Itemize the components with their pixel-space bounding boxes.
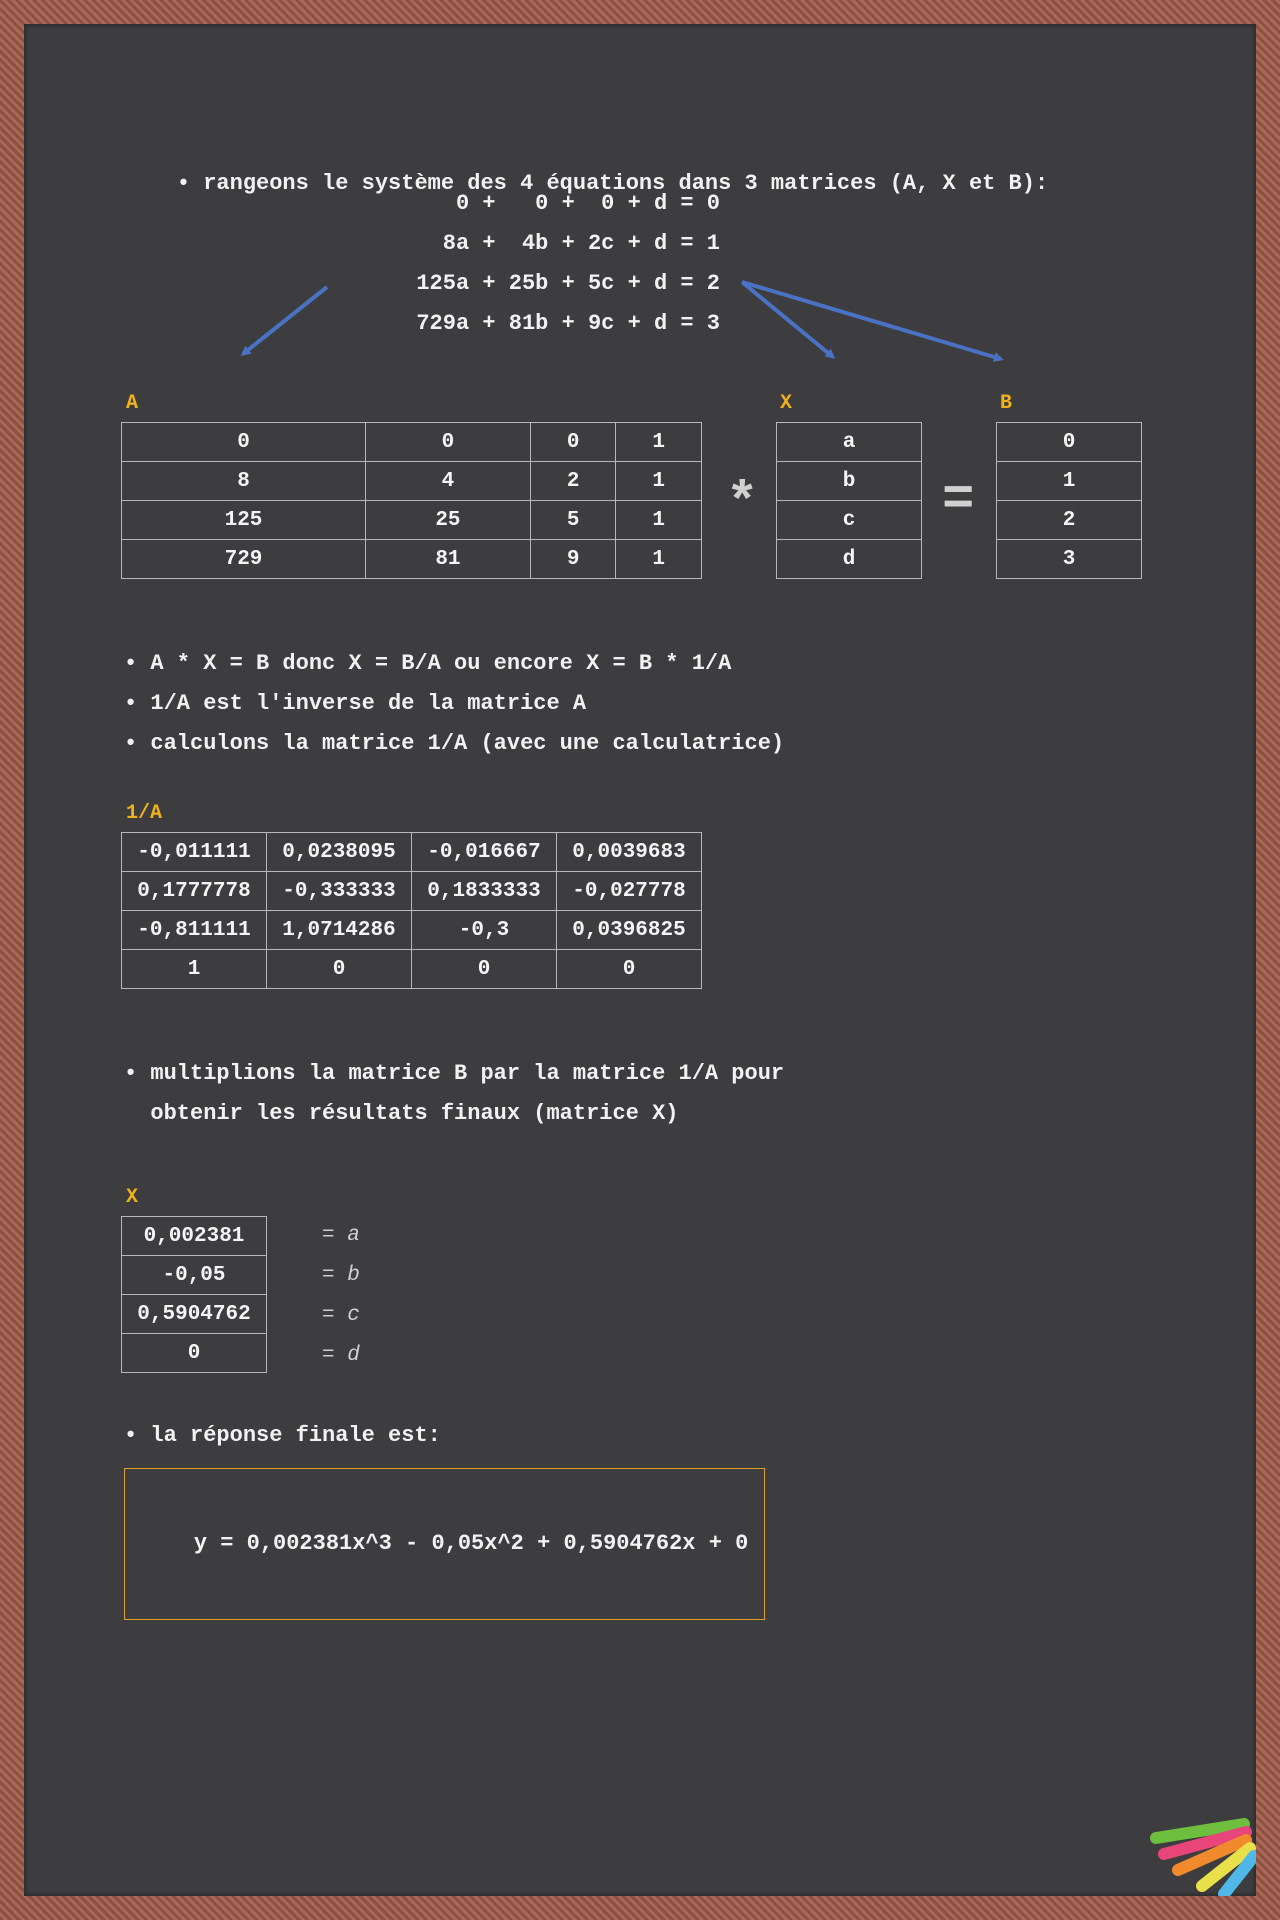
matrix-cell: 1 xyxy=(616,501,702,540)
equation-1: 0 + 0 + 0 + d = 0 xyxy=(455,191,720,216)
matrix-cell: 0,0396825 xyxy=(557,911,702,950)
matrix-cell: 25 xyxy=(366,501,531,540)
multiply-note-line: • multiplions la matrice B par la matrice 1/A pour xyxy=(124,1061,785,1086)
final-note: • la réponse finale est: xyxy=(124,1423,441,1448)
matrix-cell: 0 xyxy=(412,950,557,989)
matrix-cell: d xyxy=(777,540,922,579)
matrix-inverse-row xyxy=(122,950,702,989)
multiply-note xyxy=(124,1054,784,1134)
matrix-cell: c xyxy=(777,501,922,540)
matrix-cell: 0 xyxy=(122,1334,267,1373)
matrix-inverse-row xyxy=(122,911,702,950)
note-text: 1/A est l'inverse de la matrice A xyxy=(150,691,587,716)
matrix-X-result xyxy=(121,1216,267,1373)
matrix-A-row xyxy=(122,462,702,501)
note-text: A * X = B donc X = B/A ou encore X = B * 1/A xyxy=(150,651,732,676)
assignment-c: = c xyxy=(322,1304,360,1327)
equation-4: 729a + 81b + 9c + d = 3 xyxy=(416,311,720,336)
matrix-cell: 1,0714286 xyxy=(267,911,412,950)
matrix-cell: -0,333333 xyxy=(267,872,412,911)
matrix-cell: 0,1777778 xyxy=(122,872,267,911)
multiply-note-text: multiplions la matrice B par la matrice 1/A pour xyxy=(150,1061,785,1086)
arrow-to-A xyxy=(243,287,327,354)
matrix-cell: -0,027778 xyxy=(557,872,702,911)
matrix-cell: -0,811111 xyxy=(122,911,267,950)
assignment-d: = d xyxy=(322,1344,360,1367)
matrix-cell: 729 xyxy=(122,540,366,579)
equation-3: 125a + 25b + 5c + d = 2 xyxy=(416,271,720,296)
matrix-inverse xyxy=(121,832,702,989)
matrix-cell: 0 xyxy=(997,423,1142,462)
matrix-cell: 0 xyxy=(366,423,531,462)
matrix-cell: 9 xyxy=(530,540,616,579)
matrix-cell: 0,1833333 xyxy=(412,872,557,911)
matrix-cell: b xyxy=(777,462,922,501)
chalkboard xyxy=(24,24,1256,1896)
result-assignments xyxy=(322,1216,360,1376)
matrix-inverse-row xyxy=(122,833,702,872)
matrix-cell: 8 xyxy=(122,462,366,501)
matrix-cell: -0,05 xyxy=(122,1256,267,1295)
matrix-X-label: X xyxy=(780,392,793,415)
note-text: calculons la matrice 1/A (avec une calculatrice) xyxy=(150,731,785,756)
final-answer-box xyxy=(124,1468,765,1620)
matrix-X-result-label: X xyxy=(126,1186,139,1209)
matrix-cell: 0 xyxy=(557,950,702,989)
matrix-A-row xyxy=(122,501,702,540)
matrix-cell: 1 xyxy=(616,462,702,501)
matrix-cell: 1 xyxy=(997,462,1142,501)
arrow-to-B xyxy=(742,282,1001,359)
matrix-cell: 0 xyxy=(530,423,616,462)
matrix-X-symbolic xyxy=(776,422,922,579)
note-item: • 1/A est l'inverse de la matrice A xyxy=(124,691,587,716)
matrix-cell: 81 xyxy=(366,540,531,579)
matrix-cell: 0,0039683 xyxy=(557,833,702,872)
bullet-dot: • xyxy=(176,171,204,196)
multiply-note-text: obtenir les résultats finaux (matrice X) xyxy=(150,1101,679,1126)
matrix-A-label: A xyxy=(126,392,139,415)
matrix-A-row xyxy=(122,423,702,462)
multiply-symbol: * xyxy=(726,474,759,535)
matrix-B xyxy=(996,422,1142,579)
chalk-sticks-icon xyxy=(1124,1796,1256,1896)
matrix-cell: 4 xyxy=(366,462,531,501)
matrix-cell: -0,016667 xyxy=(412,833,557,872)
intro-text: rangeons le système des 4 équations dans 3 matrices (A, X et B): xyxy=(203,171,1049,196)
matrix-cell: 1 xyxy=(616,423,702,462)
matrix-cell: 5 xyxy=(530,501,616,540)
equation-2: 8a + 4b + 2c + d = 1 xyxy=(442,231,720,256)
matrix-A xyxy=(121,422,702,579)
matrix-inverse-row xyxy=(122,872,702,911)
matrix-cell: 0 xyxy=(122,423,366,462)
matrix-cell: 2 xyxy=(997,501,1142,540)
matrix-cell: 1 xyxy=(616,540,702,579)
arrow-to-X xyxy=(742,282,833,357)
matrix-cell: 3 xyxy=(997,540,1142,579)
matrix-cell: 1 xyxy=(122,950,267,989)
matrix-cell: 0,5904762 xyxy=(122,1295,267,1334)
final-note-text: la réponse finale est: xyxy=(150,1423,441,1448)
matrix-inverse-label: 1/A xyxy=(126,802,163,825)
matrix-cell: 0 xyxy=(267,950,412,989)
equals-symbol: = xyxy=(942,470,975,531)
matrix-cell: 2 xyxy=(530,462,616,501)
matrix-cell: -0,011111 xyxy=(122,833,267,872)
notes-list xyxy=(124,644,784,764)
matrix-cell: 0,0238095 xyxy=(267,833,412,872)
matrix-cell: 125 xyxy=(122,501,366,540)
matrix-cell: a xyxy=(777,423,922,462)
note-item: • A * X = B donc X = B/A ou encore X = B * 1/A xyxy=(124,651,732,676)
matrix-cell: -0,3 xyxy=(412,911,557,950)
matrix-cell: 0,002381 xyxy=(122,1217,267,1256)
matrix-A-row xyxy=(122,540,702,579)
assignment-b: = b xyxy=(322,1264,360,1287)
assignment-a: = a xyxy=(322,1224,360,1247)
multiply-note-line xyxy=(124,1094,784,1134)
note-item: • calculons la matrice 1/A (avec une calculatrice) xyxy=(124,731,785,756)
matrix-B-label: B xyxy=(1000,392,1013,415)
final-answer: y = 0,002381x^3 - 0,05x^2 + 0,5904762x + 0 xyxy=(193,1531,749,1556)
arrows-overlay xyxy=(24,24,1256,424)
